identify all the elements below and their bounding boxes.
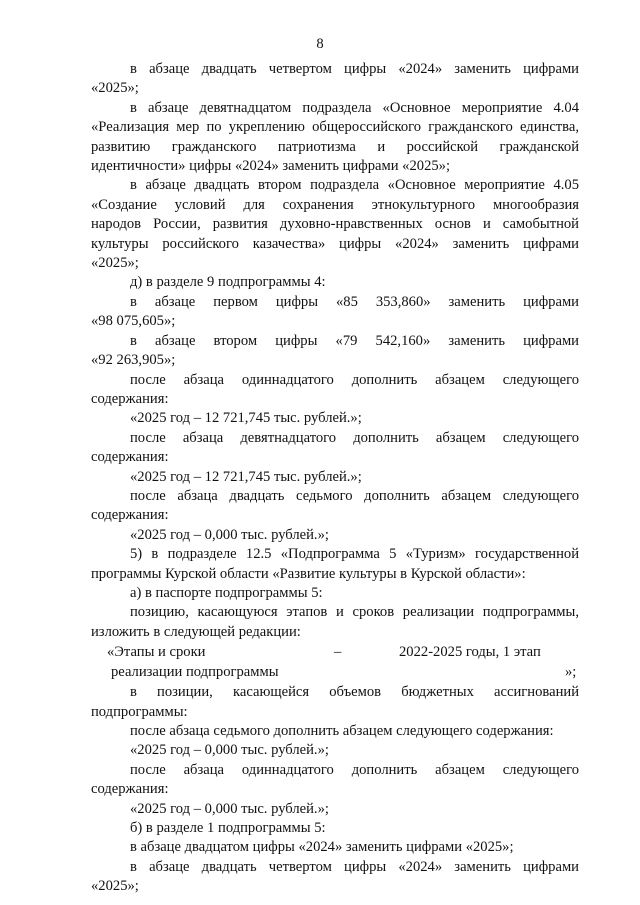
paragraph-line: «2025»; bbox=[91, 255, 139, 272]
stages-value: 2022-2025 годы, 1 этап bbox=[399, 644, 541, 661]
paragraph-line: «2025 год – 12 721,745 тыс. рублей.»; bbox=[130, 410, 362, 427]
document-body bbox=[91, 60, 579, 897]
paragraph-line: содержания: bbox=[91, 781, 169, 798]
paragraph-line: изложить в следующей редакции: bbox=[91, 623, 301, 640]
paragraph-line: «Реализация мер по укреплению общероссийского гражданского единства, bbox=[91, 119, 579, 136]
paragraph-group-after bbox=[91, 683, 579, 896]
paragraph-line: в абзаце двадцать четвертом цифры «2024» заменить цифрами bbox=[130, 858, 579, 875]
paragraph-line: а) в паспорте подпрограммы 5: bbox=[130, 584, 323, 601]
paragraph-line: в абзаце двадцатом цифры «2024» заменить цифрами «2025»; bbox=[130, 839, 514, 856]
page-number: 8 bbox=[316, 36, 324, 52]
paragraph-line: в абзаце первом цифры «85 353,860» заменить цифрами bbox=[130, 293, 579, 310]
paragraph-line: развитию гражданского патриотизма и российской гражданской bbox=[91, 138, 579, 155]
paragraph-line: подпрограммы: bbox=[91, 703, 188, 720]
paragraph-line: народов России, развития духовно-нравственных основ и самобытной bbox=[91, 216, 579, 233]
stages-closing-quote: »; bbox=[565, 664, 577, 681]
paragraph-line: в абзаце втором цифры «79 542,160» заменить цифрами bbox=[130, 332, 579, 349]
stages-label-line2: реализации подпрограммы bbox=[111, 664, 279, 681]
paragraph-line: культуры российского казачества» цифры «2024» заменить цифрами bbox=[91, 235, 579, 252]
paragraph-line: после абзаца седьмого дополнить абзацем следующего содержания: bbox=[130, 723, 554, 739]
paragraph-line: в абзаце девятнадцатом подраздела «Основное мероприятие 4.04 bbox=[130, 99, 579, 116]
paragraph-line: содержания: bbox=[91, 449, 169, 466]
stages-dash: – bbox=[334, 644, 342, 661]
paragraph-line: программы Курской области «Развитие культуры в Курской области»: bbox=[91, 565, 526, 582]
paragraph-group-before bbox=[91, 60, 579, 642]
stages-position-block bbox=[91, 643, 579, 683]
paragraph-line: после абзаца одиннадцатого дополнить абзацем следующего bbox=[130, 371, 579, 388]
paragraph-line: 5) в подразделе 12.5 «Подпрограмма 5 «Туризм» государственной bbox=[130, 546, 579, 563]
paragraph-line: «2025»; bbox=[91, 878, 139, 895]
paragraph-line: «2025 год – 12 721,745 тыс. рублей.»; bbox=[130, 468, 362, 485]
paragraph-line: б) в разделе 1 подпрограммы 5: bbox=[130, 820, 326, 837]
paragraph-line: «Создание условий для сохранения этнокультурного многообразия bbox=[91, 196, 579, 213]
paragraph-line: «2025 год – 0,000 тыс. рублей.»; bbox=[130, 742, 329, 759]
paragraph-line: после абзаца двадцать седьмого дополнить абзацем следующего bbox=[130, 487, 579, 504]
paragraph-line: позицию, касающуюся этапов и сроков реализации подпрограммы, bbox=[130, 604, 579, 621]
paragraph-line: д) в разделе 9 подпрограммы 4: bbox=[130, 274, 326, 291]
paragraph-line: «2025»; bbox=[91, 80, 139, 97]
paragraph-line: содержания: bbox=[91, 507, 169, 524]
paragraph-line: в позиции, касающейся объемов бюджетных ассигнований bbox=[130, 684, 579, 701]
paragraph-line: «92 263,905»; bbox=[91, 352, 176, 369]
paragraph-line: идентичности» цифры «2024» заменить цифрами «2025»; bbox=[91, 158, 451, 175]
paragraph-line: в абзаце двадцать втором подраздела «Основное мероприятие 4.05 bbox=[130, 177, 579, 194]
paragraph-line: в абзаце двадцать четвертом цифры «2024» заменить цифрами bbox=[130, 61, 579, 77]
paragraph-line: после абзаца девятнадцатого дополнить абзацем следующего bbox=[130, 429, 579, 446]
paragraph-line: «98 075,605»; bbox=[91, 313, 176, 330]
paragraph-line: после абзаца одиннадцатого дополнить абзацем следующего bbox=[130, 761, 579, 778]
paragraph-line: «2025 год – 0,000 тыс. рублей.»; bbox=[130, 526, 329, 543]
paragraph-line: содержания: bbox=[91, 390, 169, 407]
paragraph-line: «2025 год – 0,000 тыс. рублей.»; bbox=[130, 800, 329, 817]
stages-label-line1: «Этапы и сроки bbox=[107, 644, 206, 661]
